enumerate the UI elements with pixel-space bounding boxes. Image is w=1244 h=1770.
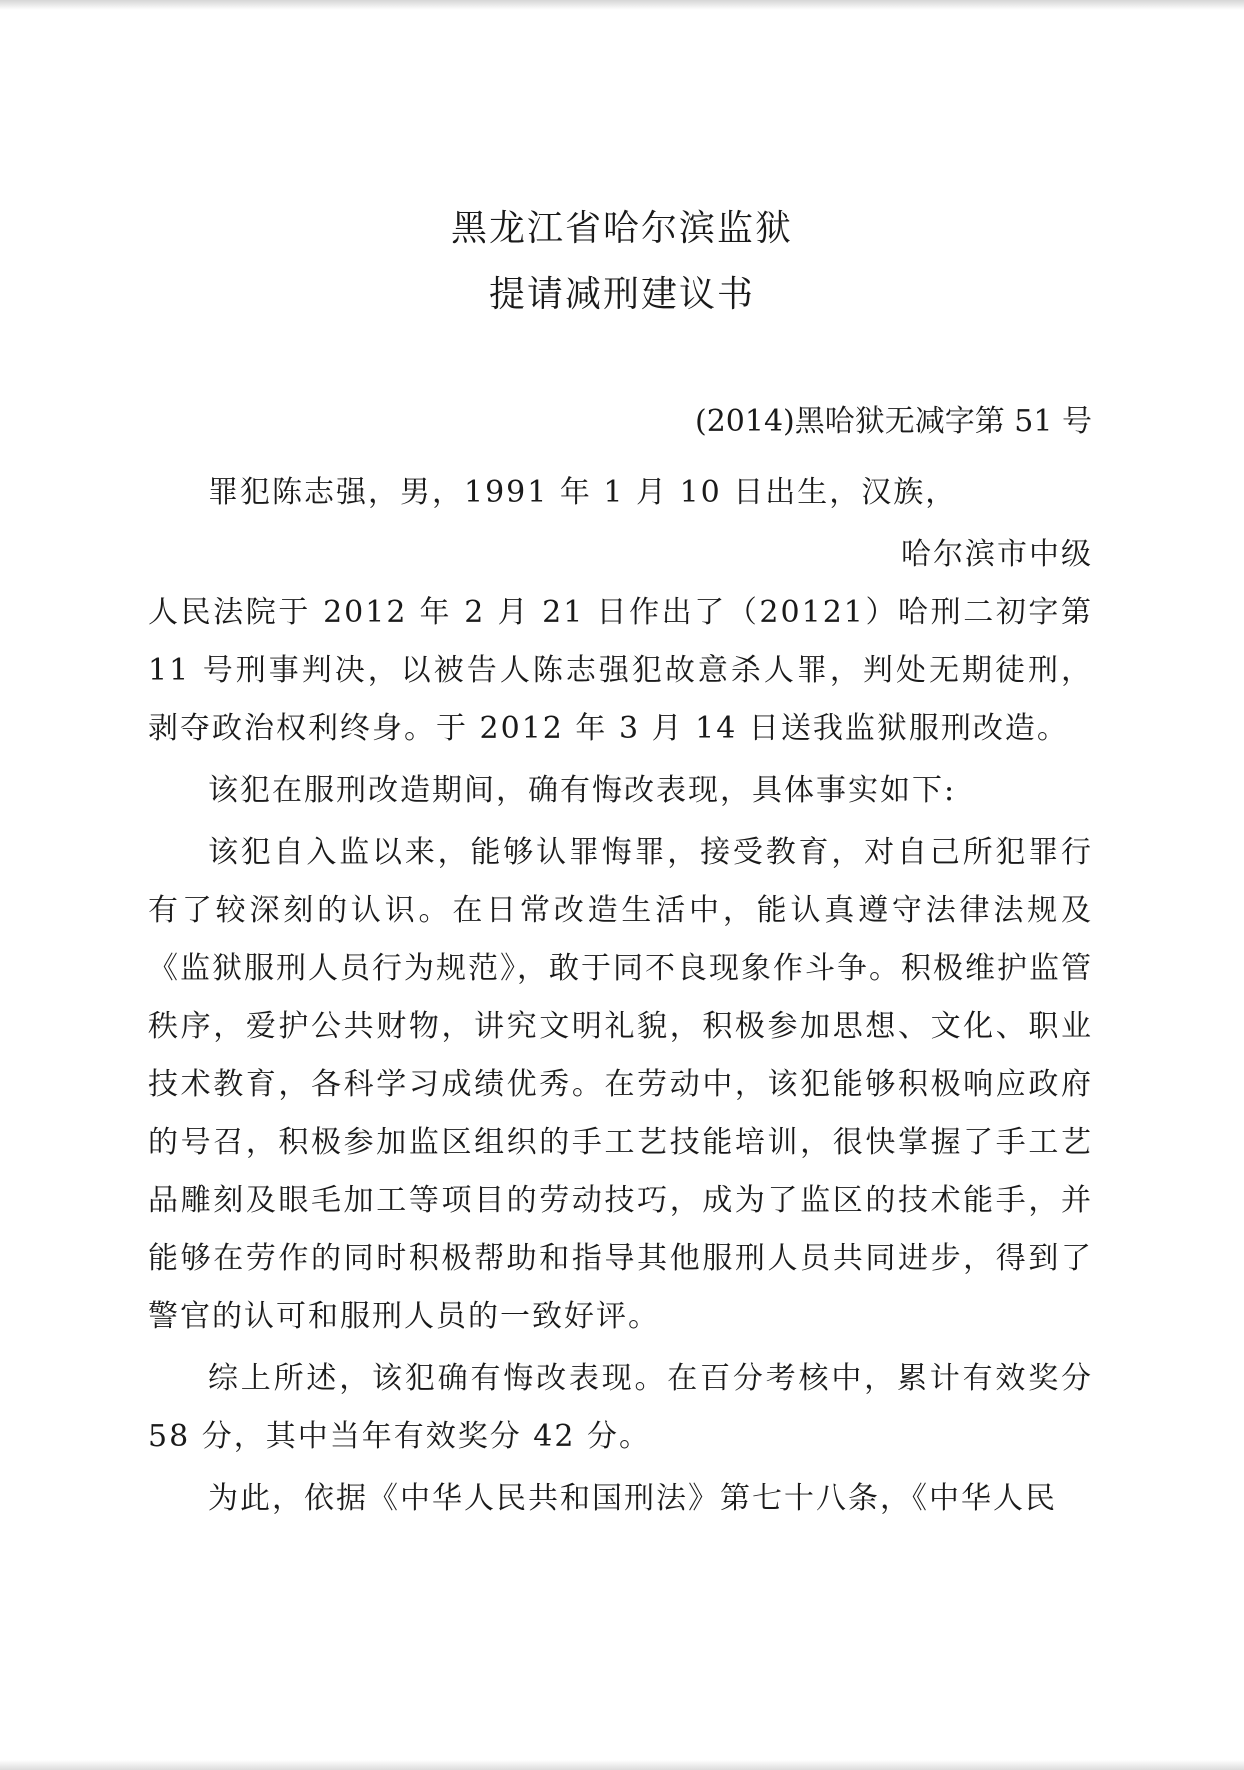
document-number: (2014)黑哈狱无减字第 51 号 [694,404,1092,439]
scan-edge-bottom [0,1760,1244,1770]
paragraph-legal-basis: 为此，依据《中华人民共和国刑法》第七十八条，《中华人民 [208,1481,1057,1516]
paragraph-inmate-info-line1: 罪犯陈志强，男，1991 年 1 月 10 日出生，汉族， [208,475,958,510]
title-line-institution: 黑龙江省哈尔滨监狱 [450,208,793,249]
document-body [148,464,1093,1532]
title-line-document-type: 提请减刑建议书 [488,274,755,315]
paragraph-facts: 该犯自入监以来，能够认罪悔罪，接受教育，对自己所犯罪行有了较深刻的认识。在日常改造生活中，能认真遵守法律法规及《监狱服刑人员行为规范》，敢于同不良现象作斗争。积极维护监管秩序，爱护公共财物，讲究文明礼貌，积极参加思想、文化、职业技术教育，各科学习成绩优秀。在劳动中，该犯能够积极响应政府的号召，积极参加监区组织的手工艺技能培训，很快掌握了手工艺品雕刻及眼毛加工等项目的劳动技巧，成为了监区的技术能手，并能够在劳作的同时积极帮助和指导其他服刑人员共同进步，得到了警官的认可和服刑人员的一致好评。 [148,835,1093,1334]
document-title [0,196,1244,328]
paragraph-inmate-info-rest: 人民法院于 2012 年 2 月 21 日作出了（20121）哈刑二初字第 11 号刑事判决，以被告人陈志强犯故意杀人罪，判处无期徒刑，剥夺政治权利终身。于 2012 年 3 月 14 日送我监狱服刑改造。 [148,595,1093,746]
paragraph-conclusion: 综上所述，该犯确有悔改表现。在百分考核中，累计有效奖分 58 分，其中当年有效奖分 42 分。 [148,1361,1093,1454]
paragraph-inmate-info-line2: 哈尔滨市中级 [901,537,1093,572]
scan-edge-top [0,0,1244,10]
paragraph-summary-intro: 该犯在服刑改造期间，确有悔改表现，具体事实如下: [208,773,957,808]
